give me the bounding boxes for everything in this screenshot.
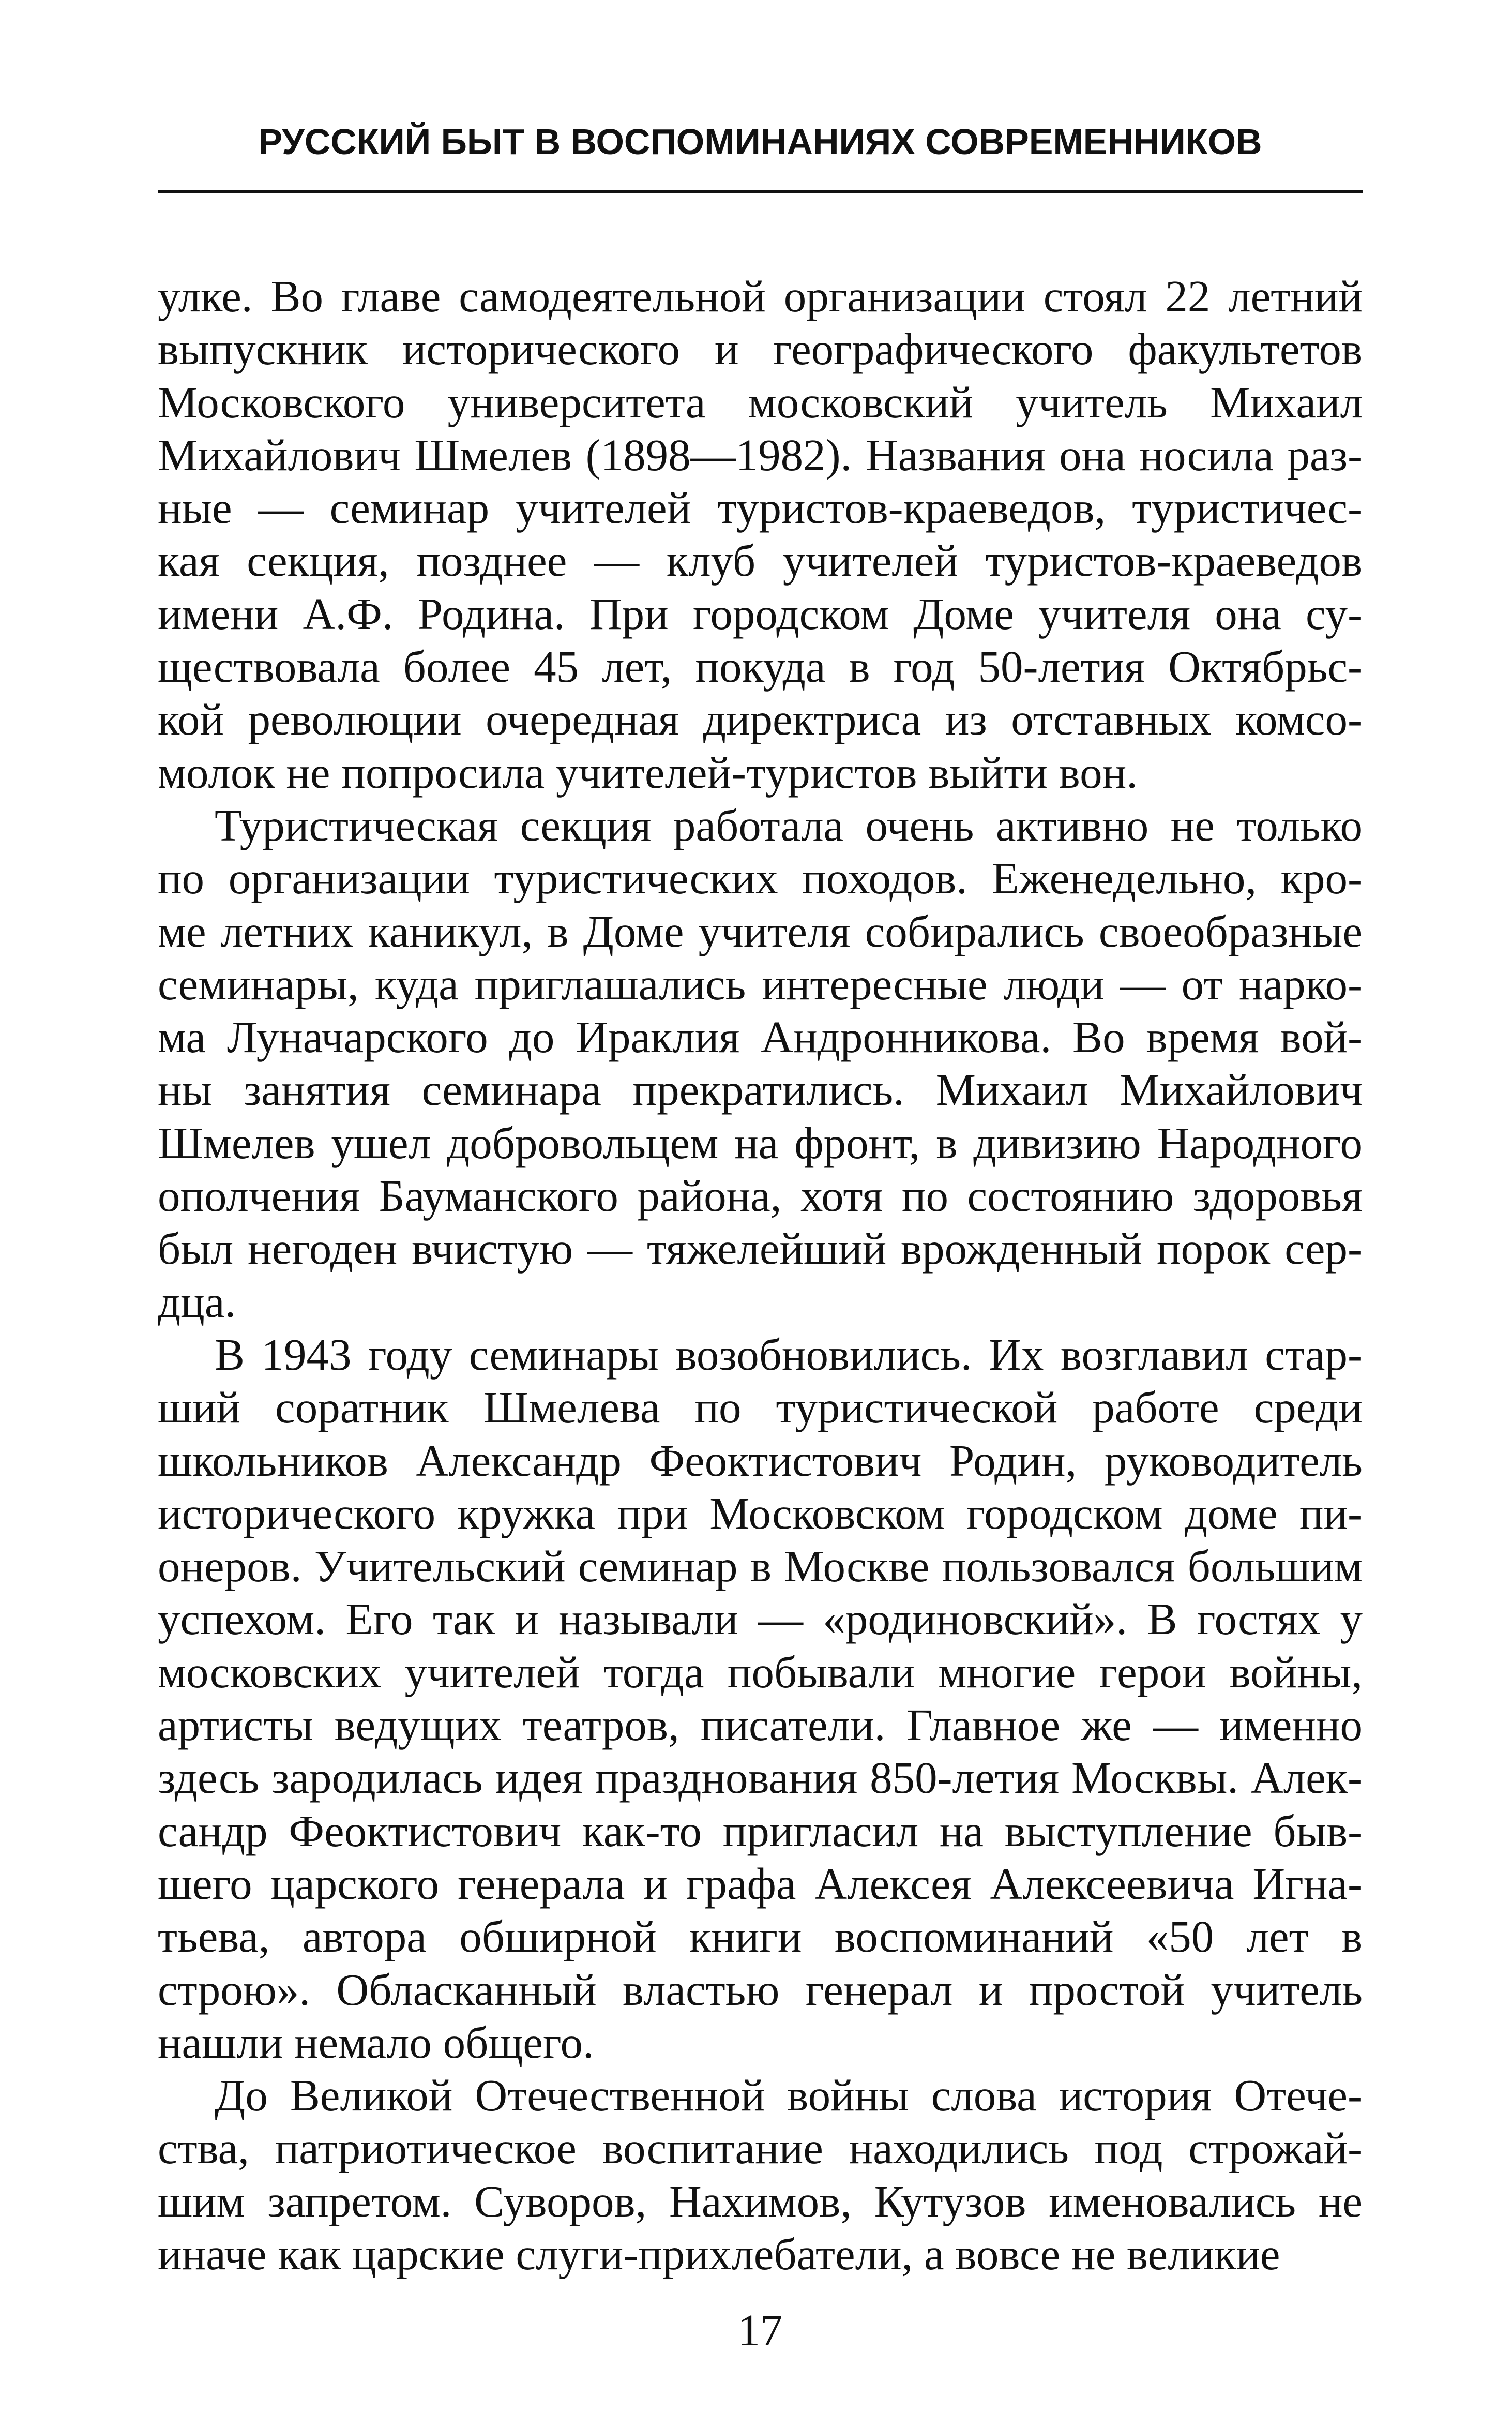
text-line: шим запретом. Суворов, Нахимов, Кутузов именовались не bbox=[158, 2176, 1363, 2226]
text-line: школьников Александр Феоктистович Родин, руководитель bbox=[158, 1435, 1363, 1486]
text-line: молок не попросила учителей-туристов выйти вон. bbox=[158, 747, 1138, 798]
text-line: ме летних каникул, в Доме учителя собирались своеобразные bbox=[158, 906, 1363, 956]
header-rule bbox=[158, 190, 1363, 193]
text-line: ществовала более 45 лет, покуда в год 50-летия Октябрьс- bbox=[158, 641, 1363, 692]
text-line: В 1943 году семинары возобновились. Их возглавил стар- bbox=[215, 1329, 1363, 1380]
text-line: московских учителей тогда побывали многие герои войны, bbox=[158, 1646, 1363, 1697]
text-line: Туристическая секция работала очень активно не только bbox=[215, 800, 1363, 850]
text-line: выпускник исторического и географического факультетов bbox=[158, 324, 1363, 375]
paragraph bbox=[158, 2069, 1363, 2281]
text-line: был негоден вчистую — тяжелейший врожденный порок сер- bbox=[158, 1223, 1363, 1274]
text-line: сандр Феоктистович как-то пригласил на выступление быв- bbox=[158, 1805, 1363, 1856]
paragraph bbox=[158, 270, 1363, 799]
text-line: артисты ведущих театров, писатели. Главное же — именно bbox=[158, 1700, 1363, 1750]
text-line: иначе как царские слуги-прихлебатели, а вовсе не великие bbox=[158, 2228, 1280, 2279]
text-line: тьева, автора обширной книги воспоминаний «50 лет в bbox=[158, 1911, 1363, 1962]
text-line: кая секция, позднее — клуб учителей туристов-краеведов bbox=[158, 535, 1363, 586]
text-line: ны занятия семинара прекратились. Михаил Михайлович bbox=[158, 1065, 1363, 1115]
text-line: кой революции очередная директриса из отставных комсо- bbox=[158, 694, 1363, 745]
running-header: РУССКИЙ БЫТ В ВОСПОМИНАНИЯХ СОВРЕМЕННИКОВ bbox=[258, 122, 1262, 162]
text-line: семинары, куда приглашались интересные люди — от нарко- bbox=[158, 959, 1363, 1009]
paragraph bbox=[158, 799, 1363, 1328]
text-line: успехом. Его так и называли — «родиновский». В гостях у bbox=[158, 1594, 1363, 1644]
text-line: Московского университета московский учитель Михаил bbox=[158, 377, 1363, 427]
text-line: Михайлович Шмелев (1898—1982). Названия она носила раз- bbox=[158, 429, 1363, 480]
text-line: ные — семинар учителей туристов-краеведов, туристичес- bbox=[158, 483, 1363, 533]
body-text bbox=[158, 270, 1363, 2281]
text-line: строю». Обласканный властью генерал и простой учитель bbox=[158, 1964, 1363, 2015]
paragraph bbox=[158, 1328, 1363, 2069]
text-line: Шмелев ушел добровольцем на фронт, в дивизию Народного bbox=[158, 1117, 1363, 1168]
text-line: До Великой Отечественной войны слова история Отече- bbox=[215, 2070, 1363, 2121]
text-line: здесь зародилась идея празднования 850-летия Москвы. Алек- bbox=[158, 1753, 1363, 1803]
page-number: 17 bbox=[737, 2305, 783, 2355]
text-line: улке. Во главе самодеятельной организации стоял 22 летний bbox=[158, 271, 1363, 321]
text-line: дца. bbox=[158, 1276, 236, 1327]
text-line: шего царского генерала и графа Алексея Алексеевича Игна- bbox=[158, 1858, 1363, 1909]
text-line: ший соратник Шмелева по туристической работе среди bbox=[158, 1382, 1363, 1433]
text-line: ства, патриотическое воспитание находились под строжай- bbox=[158, 2123, 1363, 2174]
text-line: исторического кружка при Московском городском доме пи- bbox=[158, 1488, 1363, 1538]
text-line: ма Луначарского до Ираклия Андронникова. Во время вой- bbox=[158, 1012, 1363, 1062]
text-line: онеров. Учительский семинар в Москве пользовался большим bbox=[158, 1541, 1363, 1592]
text-line: ополчения Бауманского района, хотя по состоянию здоровья bbox=[158, 1171, 1363, 1221]
text-line: имени А.Ф. Родина. При городском Доме учителя она су- bbox=[158, 588, 1363, 639]
text-line: нашли немало общего. bbox=[158, 2017, 594, 2068]
text-line: по организации туристических походов. Еженедельно, кро- bbox=[158, 853, 1363, 904]
